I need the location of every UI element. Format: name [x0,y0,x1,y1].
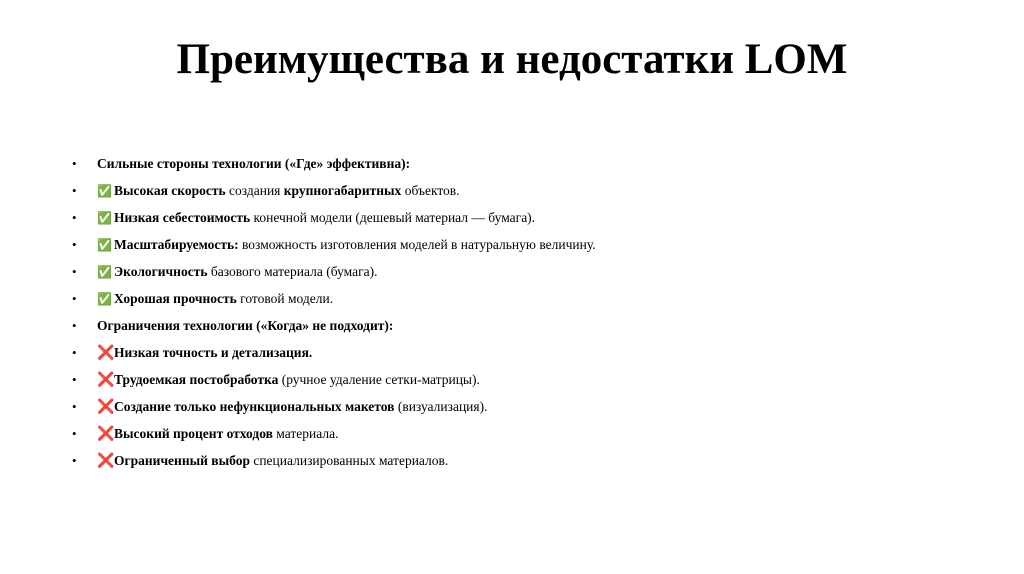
bullet-text-bold: Создание только нефункциональных макетов [114,399,395,414]
bullet-text-bold: Экологичность [114,264,208,279]
bullet-text: создания [225,183,284,198]
check-mark-icon: ✅ [97,184,112,198]
bullet-text: готовой модели. [236,291,334,306]
bullet-text: объектов. [401,183,460,198]
bullet-text-bold: Сильные стороны технологии («Где» эффективна): [97,156,411,171]
bullet-text-bold: Ограничения технологии («Когда» не подходит): [97,318,394,333]
bullet-text-bold: Трудоемкая постобработка [114,372,279,387]
bullet-text-bold: Низкая себестоимость [114,210,251,225]
bullet-dot: • [72,453,77,468]
bullet-text: возможность изготовления моделей в натуральную величину. [238,237,596,252]
bullet-text-bold: крупногабаритных [283,183,402,198]
bullet-dot: • [72,399,77,414]
bullet-item [72,151,972,178]
bullet-item [72,259,972,286]
bullet-item [72,394,972,421]
cross-mark-icon: ❌ [97,372,115,388]
cross-mark-icon: ❌ [97,453,115,469]
slide-title: Преимущества и недостатки LOM [176,36,848,83]
bullet-dot: • [72,426,77,441]
bullet-item [72,286,972,313]
bullet-text-bold: Высокий процент отходов [114,426,273,441]
bullet-text: (визуализация). [394,399,488,414]
bullet-text-bold: Высокая скорость [114,183,226,198]
bullet-dot: • [72,372,77,387]
bullet-item [72,313,972,340]
cross-mark-icon: ❌ [97,426,115,442]
check-mark-icon: ✅ [97,265,112,279]
bullet-text-bold: Ограниченный выбор [114,453,250,468]
bullet-item [72,367,972,394]
cross-mark-icon: ❌ [97,399,115,415]
bullet-item [72,421,972,448]
check-mark-icon: ✅ [97,238,112,252]
bullet-item [72,448,972,475]
bullet-dot: • [72,291,77,306]
bullet-list [72,151,972,475]
bullet-text: конечной модели (дешевый материал — бумага). [250,210,536,225]
bullet-text-bold: Масштабируемость: [114,237,239,252]
bullet-item [72,205,972,232]
check-mark-icon: ✅ [97,211,112,225]
bullet-text: базового материала (бумага). [207,264,378,279]
bullet-dot: • [72,264,77,279]
bullet-item [72,232,972,259]
bullet-dot: • [72,318,77,333]
bullet-text-bold: Низкая точность и детализация. [114,345,313,360]
bullet-item [72,340,972,367]
bullet-dot: • [72,345,77,360]
bullet-dot: • [72,237,77,252]
check-mark-icon: ✅ [97,292,112,306]
bullet-text: специализированных материалов. [249,453,449,468]
bullet-dot: • [72,156,77,171]
bullet-text-bold: Хорошая прочность [114,291,237,306]
bullet-dot: • [72,183,77,198]
bullet-item [72,178,972,205]
bullet-text: (ручное удаление сетки-матрицы). [278,372,480,387]
bullet-text: материала. [272,426,339,441]
bullet-dot: • [72,210,77,225]
cross-mark-icon: ❌ [97,345,115,361]
